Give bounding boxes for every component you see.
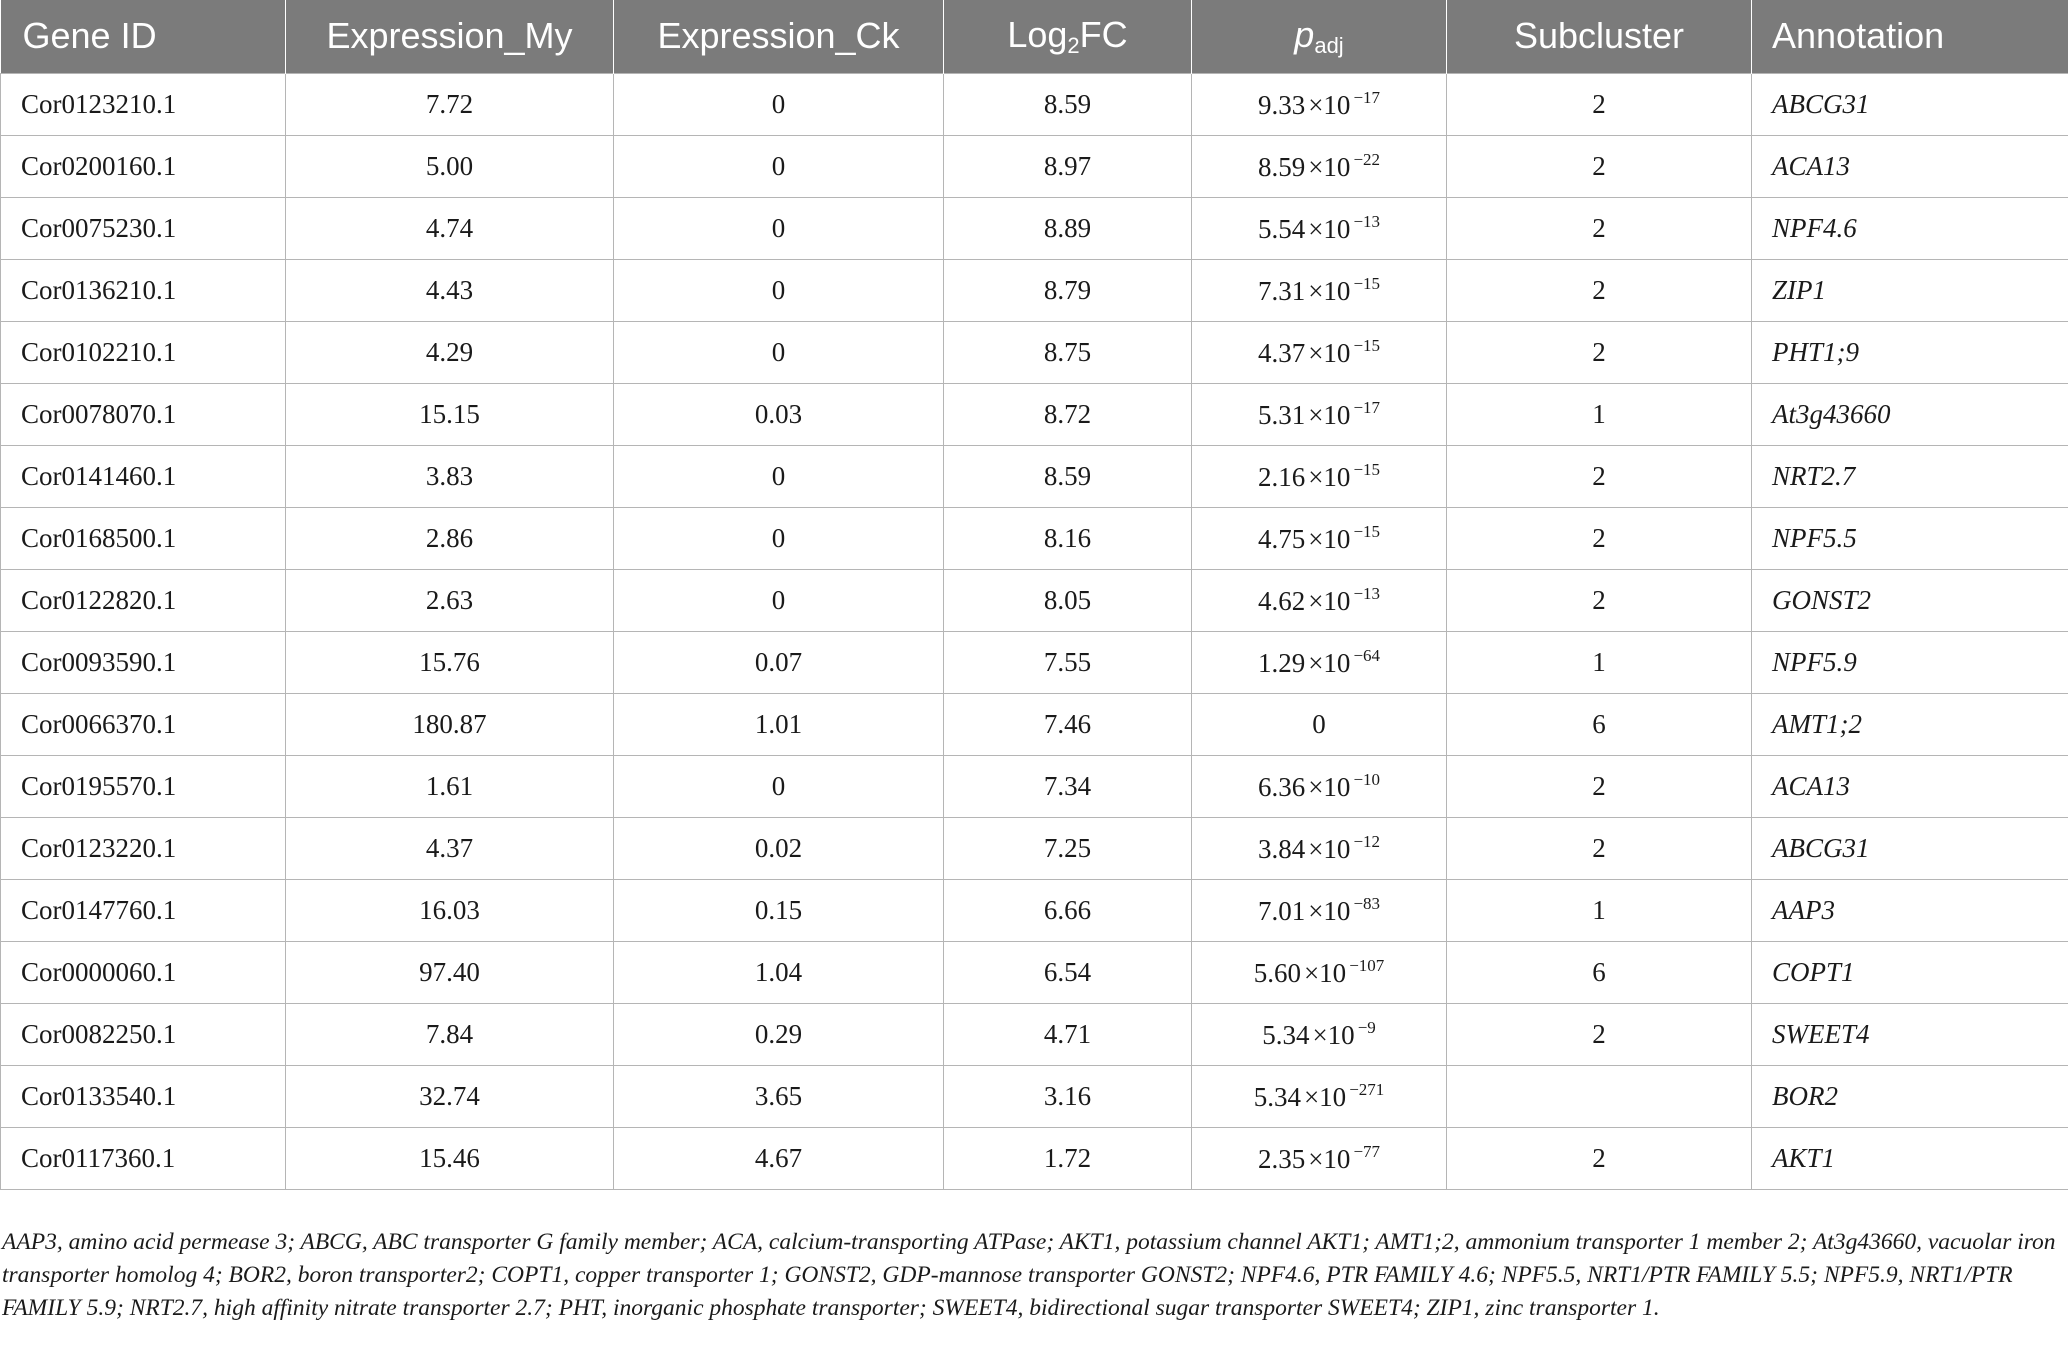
cell-expression-ck: 0 <box>614 755 944 817</box>
padj-exponent: −15 <box>1353 521 1381 541</box>
cell-gene-id: Cor0133540.1 <box>1 1065 286 1127</box>
times-sign: ×10 <box>1308 213 1351 244</box>
cell-log2fc: 7.25 <box>944 817 1192 879</box>
padj-mantissa: 7.01 <box>1257 895 1306 926</box>
cell-expression-ck: 0.29 <box>614 1003 944 1065</box>
table-header <box>1 0 2068 73</box>
table-row <box>1 197 2068 259</box>
padj-mantissa: 7.31 <box>1257 275 1306 306</box>
padj-mantissa: 5.54 <box>1257 213 1306 244</box>
table-row <box>1 321 2068 383</box>
cell-subcluster: 2 <box>1447 755 1752 817</box>
cell-annotation: ABCG31 <box>1752 817 2068 879</box>
table-row <box>1 259 2068 321</box>
cell-expression-my: 3.83 <box>286 445 614 507</box>
cell-log2fc: 8.79 <box>944 259 1192 321</box>
times-sign: ×10 <box>1303 957 1347 988</box>
cell-subcluster: 6 <box>1447 941 1752 1003</box>
cell-subcluster: 2 <box>1447 507 1752 569</box>
cell-subcluster: 2 <box>1447 197 1752 259</box>
cell-log2fc: 8.97 <box>944 135 1192 197</box>
cell-expression-my: 4.74 <box>286 197 614 259</box>
table-row <box>1 817 2068 879</box>
table-row <box>1 445 2068 507</box>
cell-subcluster: 6 <box>1447 693 1752 755</box>
cell-annotation: PHT1;9 <box>1752 321 2068 383</box>
cell-log2fc: 7.34 <box>944 755 1192 817</box>
header-log2fc: Log$_2$FC <box>944 0 1192 73</box>
padj-mantissa: 4.37 <box>1257 337 1306 368</box>
cell-gene-id: Cor0195570.1 <box>1 755 286 817</box>
padj-mantissa: 4.75 <box>1257 523 1306 554</box>
cell-padj <box>1192 73 1447 135</box>
cell-annotation: AMT1;2 <box>1752 693 2068 755</box>
cell-subcluster <box>1447 1065 1752 1127</box>
cell-log2fc: 7.55 <box>944 631 1192 693</box>
cell-padj <box>1192 1127 1447 1189</box>
cell-expression-my: 5.00 <box>286 135 614 197</box>
padj-mantissa: 6.36 <box>1257 771 1306 802</box>
cell-subcluster: 1 <box>1447 383 1752 445</box>
cell-expression-ck: 0 <box>614 321 944 383</box>
cell-annotation: SWEET4 <box>1752 1003 2068 1065</box>
table-row <box>1 693 2068 755</box>
cell-gene-id: Cor0066370.1 <box>1 693 286 755</box>
cell-annotation: At3g43660 <box>1752 383 2068 445</box>
table-row <box>1 1065 2068 1127</box>
table-body <box>1 73 2068 1189</box>
cell-padj <box>1192 631 1447 693</box>
cell-subcluster: 2 <box>1447 1127 1752 1189</box>
cell-gene-id: Cor0078070.1 <box>1 383 286 445</box>
cell-annotation: AKT1 <box>1752 1127 2068 1189</box>
table-row <box>1 1003 2068 1065</box>
padj-exponent: −107 <box>1349 955 1385 975</box>
header-subcluster: Subcluster <box>1447 0 1752 73</box>
cell-expression-my: 4.37 <box>286 817 614 879</box>
cell-expression-my: 2.86 <box>286 507 614 569</box>
padj-exponent: −17 <box>1353 87 1381 107</box>
cell-log2fc: 8.89 <box>944 197 1192 259</box>
cell-log2fc: 8.59 <box>944 445 1192 507</box>
cell-annotation: COPT1 <box>1752 941 2068 1003</box>
cell-log2fc: 8.16 <box>944 507 1192 569</box>
cell-log2fc: 8.72 <box>944 383 1192 445</box>
table-row <box>1 507 2068 569</box>
cell-annotation: NPF5.9 <box>1752 631 2068 693</box>
table-row <box>1 879 2068 941</box>
cell-expression-ck: 0 <box>614 73 944 135</box>
cell-expression-ck: 0.15 <box>614 879 944 941</box>
cell-gene-id: Cor0122820.1 <box>1 569 286 631</box>
cell-log2fc: 8.05 <box>944 569 1192 631</box>
padj-exponent: −13 <box>1353 211 1381 231</box>
padj-exponent: −9 <box>1357 1017 1376 1037</box>
cell-gene-id: Cor0000060.1 <box>1 941 286 1003</box>
padj-mantissa: 4.62 <box>1257 585 1306 616</box>
cell-expression-my: 4.29 <box>286 321 614 383</box>
cell-gene-id: Cor0123220.1 <box>1 817 286 879</box>
cell-expression-ck: 0.07 <box>614 631 944 693</box>
cell-expression-my: 15.46 <box>286 1127 614 1189</box>
cell-annotation: NPF4.6 <box>1752 197 2068 259</box>
times-sign: ×10 <box>1308 895 1351 926</box>
cell-gene-id: Cor0117360.1 <box>1 1127 286 1189</box>
cell-expression-my: 15.15 <box>286 383 614 445</box>
cell-log2fc: 4.71 <box>944 1003 1192 1065</box>
cell-padj: 0 <box>1192 693 1447 755</box>
padj-exponent: −271 <box>1349 1079 1385 1099</box>
times-sign: ×10 <box>1308 833 1351 864</box>
padj-exponent: −15 <box>1353 459 1381 479</box>
header-padj: $p_{adj}$ <box>1192 0 1447 73</box>
padj-mantissa: 8.59 <box>1257 151 1306 182</box>
cell-expression-ck: 0.03 <box>614 383 944 445</box>
cell-subcluster: 2 <box>1447 135 1752 197</box>
padj-mantissa: 5.31 <box>1257 399 1306 430</box>
padj-mantissa: 1.29 <box>1257 647 1306 678</box>
cell-expression-ck: 0 <box>614 445 944 507</box>
cell-padj <box>1192 197 1447 259</box>
cell-expression-ck: 1.01 <box>614 693 944 755</box>
table-row <box>1 73 2068 135</box>
padj-exponent: −10 <box>1353 769 1381 789</box>
header-expression-ck: Expression_Ck <box>614 0 944 73</box>
cell-gene-id: Cor0075230.1 <box>1 197 286 259</box>
header-gene-id: Gene ID <box>22 15 157 57</box>
cell-expression-my: 1.61 <box>286 755 614 817</box>
cell-annotation: BOR2 <box>1752 1065 2068 1127</box>
cell-expression-my: 32.74 <box>286 1065 614 1127</box>
cell-log2fc: 8.59 <box>944 73 1192 135</box>
times-sign: ×10 <box>1308 647 1351 678</box>
padj-exponent: −83 <box>1353 893 1381 913</box>
times-sign: ×10 <box>1308 275 1351 306</box>
cell-expression-my: 4.43 <box>286 259 614 321</box>
cell-gene-id: Cor0168500.1 <box>1 507 286 569</box>
cell-padj <box>1192 383 1447 445</box>
cell-expression-ck: 0 <box>614 135 944 197</box>
cell-expression-my: 7.84 <box>286 1003 614 1065</box>
times-sign: ×10 <box>1308 89 1351 120</box>
cell-subcluster: 2 <box>1447 73 1752 135</box>
cell-gene-id: Cor0123210.1 <box>1 73 286 135</box>
cell-annotation: GONST2 <box>1752 569 2068 631</box>
table-row <box>1 383 2068 445</box>
cell-annotation: ABCG31 <box>1752 73 2068 135</box>
cell-padj <box>1192 1003 1447 1065</box>
cell-subcluster: 2 <box>1447 569 1752 631</box>
cell-padj <box>1192 879 1447 941</box>
cell-padj <box>1192 817 1447 879</box>
cell-expression-my: 7.72 <box>286 73 614 135</box>
padj-mantissa: 2.16 <box>1257 461 1306 492</box>
table-row <box>1 135 2068 197</box>
cell-expression-my: 15.76 <box>286 631 614 693</box>
cell-expression-my: 97.40 <box>286 941 614 1003</box>
cell-subcluster: 2 <box>1447 1003 1752 1065</box>
times-sign: ×10 <box>1308 151 1351 182</box>
cell-gene-id: Cor0093590.1 <box>1 631 286 693</box>
cell-gene-id: Cor0147760.1 <box>1 879 286 941</box>
times-sign: ×10 <box>1308 523 1351 554</box>
cell-expression-ck: 0 <box>614 259 944 321</box>
cell-annotation: NPF5.5 <box>1752 507 2068 569</box>
times-sign: ×10 <box>1308 337 1351 368</box>
cell-annotation: ACA13 <box>1752 135 2068 197</box>
padj-mantissa: 5.60 <box>1253 957 1301 988</box>
cell-log2fc: 6.54 <box>944 941 1192 1003</box>
cell-gene-id: Cor0200160.1 <box>1 135 286 197</box>
cell-expression-ck: 3.65 <box>614 1065 944 1127</box>
padj-mantissa: 2.35 <box>1257 1143 1306 1174</box>
cell-gene-id: Cor0102210.1 <box>1 321 286 383</box>
cell-expression-my: 16.03 <box>286 879 614 941</box>
times-sign: ×10 <box>1308 585 1351 616</box>
cell-gene-id: Cor0136210.1 <box>1 259 286 321</box>
cell-log2fc: 6.66 <box>944 879 1192 941</box>
cell-subcluster: 1 <box>1447 631 1752 693</box>
table-row <box>1 569 2068 631</box>
padj-exponent: −22 <box>1353 149 1381 169</box>
padj-exponent: −15 <box>1353 335 1381 355</box>
padj-mantissa: 5.34 <box>1253 1081 1301 1112</box>
cell-log2fc: 1.72 <box>944 1127 1192 1189</box>
times-sign: ×10 <box>1308 771 1351 802</box>
cell-subcluster: 2 <box>1447 321 1752 383</box>
times-sign: ×10 <box>1308 399 1351 430</box>
cell-subcluster: 2 <box>1447 445 1752 507</box>
times-sign: ×10 <box>1308 1143 1351 1174</box>
cell-log2fc: 3.16 <box>944 1065 1192 1127</box>
table-footnote: AAP3, amino acid permease 3; ABCG, ABC transporter G family member; ACA, calcium-transporting ATPase; AKT1, potassium channel AKT1; AMT1;2, ammonium transporter 1 member 2; At3g43660, vacuolar iron transporter homolog 4; BOR2, boron transporter2; COPT1, copper transporter 1; GONST2, GDP-mannose transporter GONST2; NPF4.6, PTR FAMILY 4.6; NPF5.5, NRT1/PTR FAMILY 5.5; NPF5.9, NRT1/PTR FAMILY 5.9; NRT2.7, high affinity nitrate transporter 2.7; PHT, inorganic phosphate transporter; SWEET4, bidirectional sugar transporter SWEET4; ZIP1, zinc transporter 1. <box>2 1229 2056 1321</box>
cell-annotation: ZIP1 <box>1752 259 2068 321</box>
cell-log2fc: 7.46 <box>944 693 1192 755</box>
table-row <box>1 1127 2068 1189</box>
cell-log2fc: 8.75 <box>944 321 1192 383</box>
cell-expression-ck: 0.02 <box>614 817 944 879</box>
padj-exponent: −64 <box>1353 645 1381 665</box>
header-expression-my: Expression_My <box>286 0 614 73</box>
cell-expression-ck: 0 <box>614 197 944 259</box>
cell-padj <box>1192 507 1447 569</box>
padj-mantissa: 5.34 <box>1262 1019 1310 1050</box>
cell-expression-ck: 1.04 <box>614 941 944 1003</box>
cell-padj <box>1192 1065 1447 1127</box>
cell-expression-my: 180.87 <box>286 693 614 755</box>
cell-padj <box>1192 135 1447 197</box>
cell-expression-ck: 0 <box>614 569 944 631</box>
cell-annotation: AAP3 <box>1752 879 2068 941</box>
times-sign: ×10 <box>1308 461 1351 492</box>
cell-padj <box>1192 569 1447 631</box>
cell-expression-ck: 4.67 <box>614 1127 944 1189</box>
cell-annotation: ACA13 <box>1752 755 2068 817</box>
cell-expression-ck: 0 <box>614 507 944 569</box>
cell-gene-id: Cor0141460.1 <box>1 445 286 507</box>
padj-exponent: −12 <box>1353 831 1381 851</box>
times-sign: ×10 <box>1303 1081 1347 1112</box>
cell-padj <box>1192 445 1447 507</box>
cell-gene-id: Cor0082250.1 <box>1 1003 286 1065</box>
cell-padj <box>1192 259 1447 321</box>
padj-exponent: −15 <box>1353 273 1381 293</box>
padj-exponent: −77 <box>1353 1141 1381 1161</box>
header-annotation: Annotation <box>1752 0 2068 73</box>
padj-mantissa: 3.84 <box>1257 833 1306 864</box>
cell-padj <box>1192 941 1447 1003</box>
cell-padj <box>1192 321 1447 383</box>
cell-subcluster: 2 <box>1447 259 1752 321</box>
padj-exponent: −13 <box>1353 583 1381 603</box>
table-row <box>1 755 2068 817</box>
header-row <box>1 0 2068 73</box>
times-sign: ×10 <box>1312 1019 1355 1050</box>
cell-subcluster: 2 <box>1447 817 1752 879</box>
table-row <box>1 941 2068 1003</box>
padj-mantissa: 9.33 <box>1257 89 1306 120</box>
cell-expression-my: 2.63 <box>286 569 614 631</box>
cell-padj <box>1192 755 1447 817</box>
padj-exponent: −17 <box>1353 397 1381 417</box>
table-row <box>1 631 2068 693</box>
cell-subcluster: 1 <box>1447 879 1752 941</box>
cell-annotation: NRT2.7 <box>1752 445 2068 507</box>
